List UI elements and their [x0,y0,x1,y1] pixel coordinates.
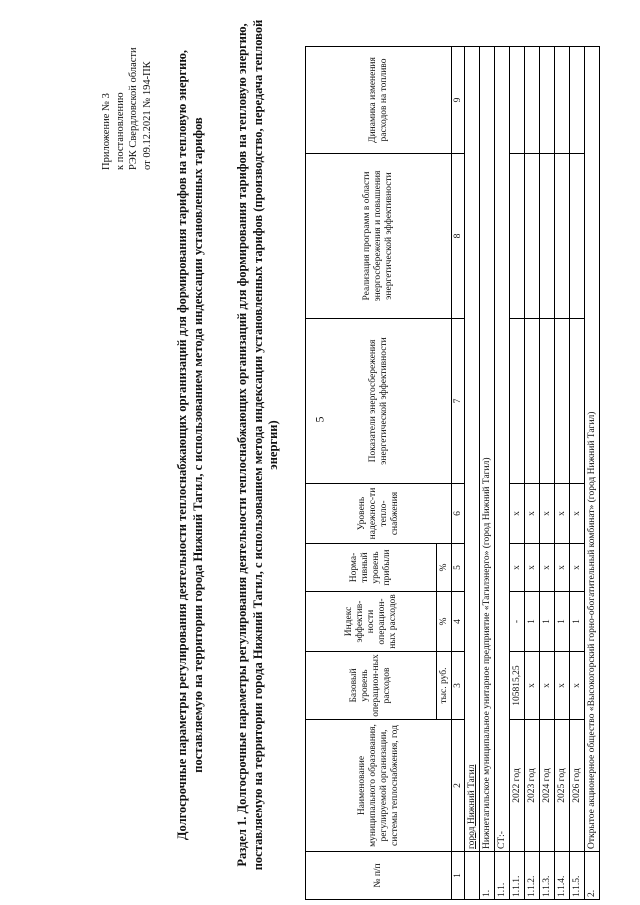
col-number: 6 [452,484,465,544]
row-year: 2025 год [555,720,570,852]
row-efficiency-index: 1 [525,592,540,652]
table-row [525,47,540,900]
row-efficiency-index: 1 [540,592,555,652]
row-year: 2023 год [525,720,540,852]
row-reliability: x [540,484,555,544]
city-row [465,47,480,900]
appendix-line-2: к постановлению [114,92,126,170]
section-title: Раздел 1. Долгосрочные параметры регулирования деятельности теплоснабжающих организаций для формирования тарифов на тепловую энергию, поставляемую на территории города Нижний Тагил, с использованием метода индексации установленных тарифов (производство, передача тепловой энергии) [235,19,280,871]
system-num: 1.1. [495,852,510,900]
row-num: 1.1.1. [510,852,525,900]
row-normative-profit: x [525,544,540,592]
header-base-level: Базовый уровень операцион-ных расходов [306,652,437,720]
col-number: 5 [452,544,465,592]
unit-efficiency-index: % [437,592,452,652]
row-normative-profit: x [540,544,555,592]
document-title: Долгосрочные параметры регулирования деятельности теплоснабжающих организаций для формирования тарифов на тепловую энергию, поставляемую на территории города Нижний Тагил, с использованием метода индексации установленных тарифов [175,49,205,841]
unit-base-level: тыс. руб. [437,652,452,720]
page-number: 5 [312,416,327,423]
table-row [555,47,570,900]
row-efficiency-index: - [510,592,525,652]
row-num: 1.1.2. [525,852,540,900]
row-year: 2024 год [540,720,555,852]
parameters-table [305,46,600,900]
row-normative-profit: x [510,544,525,592]
row-efficiency-index: 1 [570,592,585,652]
col-number: 7 [452,319,465,484]
row-base-level: 105815,25 [510,652,525,720]
col-number: 1 [452,852,465,900]
header-efficiency-index: Индекс эффектив-ности операцион-ных расходов [306,592,437,652]
header-reliability: Уровень надежнос-ти тепло-снабжения [306,484,452,544]
appendix-line-4: от 09.12.2021 № 194-ПК [141,61,153,170]
org-name: Открытое акционерное общество «Высокогорский горно-обогатительный комбинат» (город Нижний Тагил) [585,47,600,852]
row-reliability: x [555,484,570,544]
appendix-line-1: Приложение № 3 [101,93,112,170]
unit-normative-profit: % [437,544,452,592]
col-number: 2 [452,720,465,852]
row-base-level: x [570,652,585,720]
table-row [540,47,555,900]
col-number: 9 [452,47,465,154]
row-base-level: x [555,652,570,720]
row-year: 2022 год [510,720,525,852]
row-normative-profit: x [570,544,585,592]
col-number: 3 [452,652,465,720]
system-name: СТ:- [495,47,510,852]
table-row [570,47,585,900]
row-num: 1.1.5. [570,852,585,900]
row-normative-profit: x [555,544,570,592]
appendix-line-3: РЭК Свердловской области [128,47,139,170]
column-numbers-row [452,47,465,900]
header-num: № п/п [306,852,452,900]
organization-row [585,47,600,900]
row-num: 1.1.3. [540,852,555,900]
header-programs: Реализация программ в области энергосбережения и повышения энергетической эффективности [306,154,452,319]
header-fuel-dynamics: Динамика изменения расходов на топливо [306,47,452,154]
header-name: Наименование муниципального образования, регулируемой организации, системы теплоснабжения, год [306,720,452,852]
system-row [495,47,510,900]
row-efficiency-index: 1 [555,592,570,652]
row-reliability: x [510,484,525,544]
row-base-level: x [525,652,540,720]
col-number: 4 [452,592,465,652]
row-base-level: x [540,652,555,720]
organization-row [480,47,495,900]
org-num: 1. [480,852,495,900]
org-num: 2. [585,852,600,900]
table-row [510,47,525,900]
row-reliability: x [525,484,540,544]
col-number: 8 [452,154,465,319]
row-num: 1.1.4. [555,852,570,900]
header-normative-profit: Норма-тивный уровень прибыли [306,544,437,592]
header-row [306,47,437,900]
city-name: город Нижний Тагил [465,47,480,852]
row-reliability: x [570,484,585,544]
header-energy-saving: Показатели энергосбережения энергетической эффективности [306,319,452,484]
org-name: Нижнетагильское муниципальное унитарное предприятие «Тагилэнерго» (город Нижний Тагил) [480,47,495,852]
appendix-block [100,10,154,170]
row-year: 2026 год [570,720,585,852]
